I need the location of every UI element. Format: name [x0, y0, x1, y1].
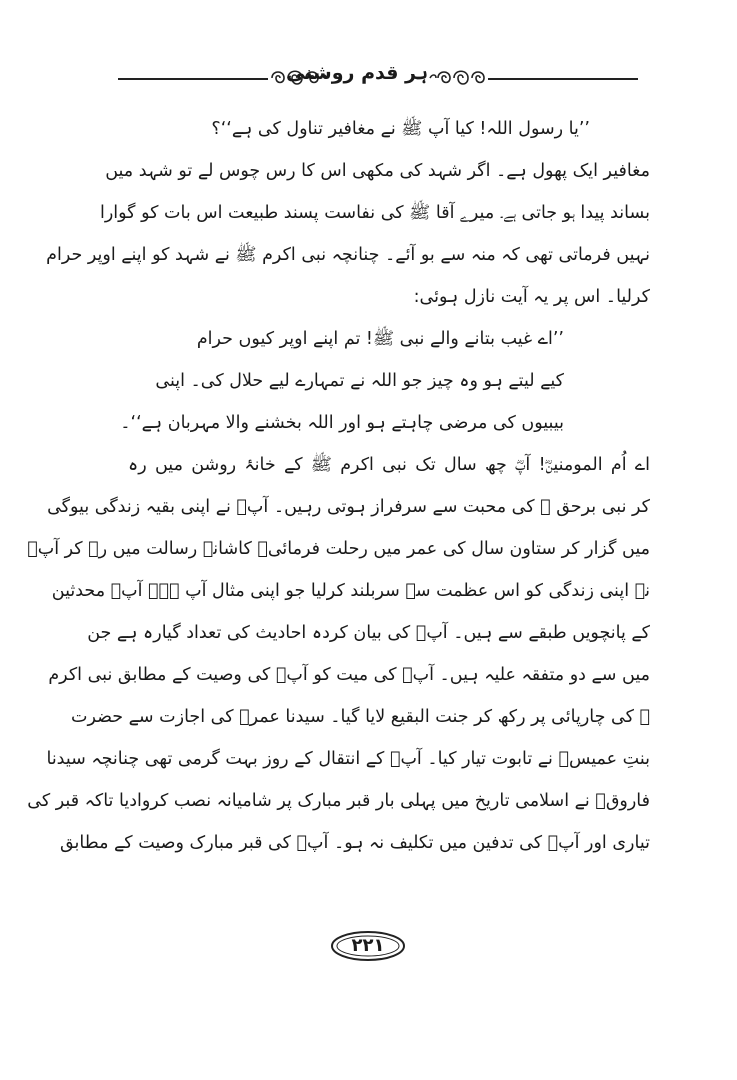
scroll-ornament-icon: [428, 66, 488, 90]
page-number: [328, 928, 408, 964]
text-line: تیاری اور آپؓ کی تدفین میں تکلیف نہ ہو۔ آپؓ کی قبر مبارک وصیت کے مطابق: [59, 833, 650, 853]
text-line: مغافیر ایک پھول ہے۔ اگر شہد کی مکھی اس کا رس چوس لے تو شہد میں: [105, 161, 650, 181]
page-header: [118, 58, 638, 98]
text-line: ﷺ کی چارپائی پر رکھ کر جنت البقیع لایا گیا۔ سیدنا عمرؓ کی اجازت سے حضرت: [70, 707, 650, 727]
page-body: [27, 108, 650, 864]
text-line: نہیں فرماتی تھی کہ منہ سے بو آئے۔ چنانچہ نبی اکرم ﷺ نے شہد کو اپنے اوپر حرام: [46, 245, 650, 265]
text-line: ’’یا رسول اللہ! کیا آپ ﷺ نے مغافیر تناول کی ہے‘‘؟: [211, 119, 590, 139]
text-line: کے پانچویں طبقے سے ہیں۔ آپؓ کی بیان کردہ احادیث کی تعداد گیارہ ہے جن: [87, 623, 650, 643]
page-header-title: ہر قدم روشنی: [286, 62, 428, 84]
page-number-text: ۲۲۱: [351, 935, 385, 956]
header-rule-left: [118, 78, 268, 80]
quote-line: ’’اے غیب بتانے والے نبی ﷺ! تم اپنے اوپر کیوں حرام: [196, 329, 564, 349]
text-line: نے اپنی زندگی کو اس عظمت سے سربلند کرلیا جو اپنی مثال آپ ہے۔ آپؓ محدثین: [51, 581, 650, 601]
quote-line: کیے لیتے ہو وہ چیز جو اللہ نے تمہارے لیے حلال کی۔ اپنی: [155, 371, 564, 391]
text-line: کر نبی برحق ﷺ کی محبت سے سرفراز ہوتی رہیں۔ آپؓ نے اپنی بقیہ زندگی بیوگی: [47, 497, 650, 517]
text-line: میں سے دو متفقہ علیہ ہیں۔ آپؓ کی میت کو آپؓ کی وصیت کے مطابق نبی اکرم: [48, 665, 650, 685]
text-line: بساند پیدا ہو جاتی ہے۔ میرے آقا ﷺ کی نفاست پسند طبیعت اس بات کو گوارا: [99, 203, 650, 223]
header-rule-right: [488, 78, 638, 80]
text-line: اے اُم المومنینؓ! آپؓ چھ سال تک نبی اکرم ﷺ کے خانۂ روشن میں رہ: [128, 455, 650, 475]
text-line: فاروقؓ نے اسلامی تاریخ میں پہلی بار قبر مبارک پر شامیانہ نصب کروادیا تاکہ قبر کی: [27, 791, 650, 811]
text-line: کرلیا۔ اس پر یہ آیت نازل ہوئی:: [413, 287, 650, 307]
quote-line: بیبیوں کی مرضی چاہتے ہو اور اللہ بخشنے والا مہربان ہے‘‘۔: [120, 413, 564, 433]
text-line: بنتِ عمیسؓ نے تابوت تیار کیا۔ آپؓ کے انتقال کے روز بہت گرمی تھی چنانچہ سیدنا: [46, 749, 650, 769]
text-line: میں گزار کر ستاون سال کی عمر میں رحلت فرمائی۔ کاشانۂ رسالت میں رہ کر آپؓ: [27, 539, 650, 559]
